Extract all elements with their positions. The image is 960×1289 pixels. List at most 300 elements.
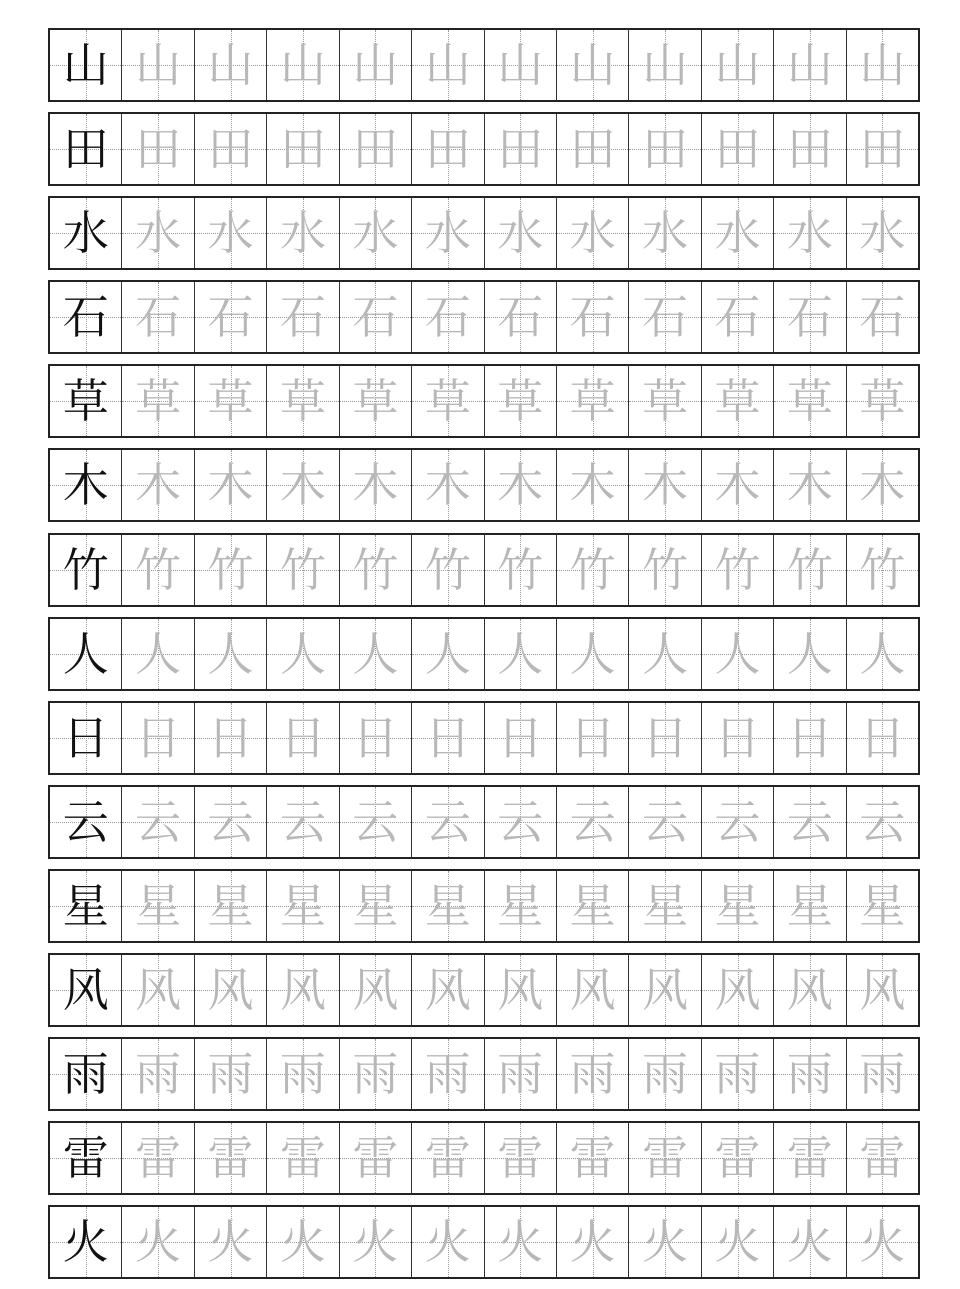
trace-character: 石 — [497, 290, 544, 345]
trace-character-cell[interactable] — [847, 30, 918, 100]
trace-character: 水 — [207, 206, 254, 261]
model-character-cell — [50, 871, 122, 941]
model-character-cell — [50, 198, 122, 268]
trace-character-cell[interactable] — [702, 1039, 774, 1109]
trace-character-cell[interactable] — [485, 1123, 557, 1193]
trace-character: 山 — [352, 38, 399, 92]
model-character: 木 — [62, 458, 109, 513]
trace-character: 石 — [424, 290, 471, 345]
trace-character-cell[interactable] — [267, 198, 339, 268]
practice-row — [48, 280, 920, 354]
trace-character-cell[interactable] — [557, 871, 629, 941]
trace-character: 水 — [497, 206, 544, 261]
trace-character: 雨 — [352, 1047, 399, 1102]
trace-character-cell[interactable] — [340, 450, 412, 520]
trace-character-cell[interactable] — [774, 450, 846, 520]
trace-character: 竹 — [207, 542, 254, 597]
trace-character-cell[interactable] — [629, 1039, 701, 1109]
trace-character-cell[interactable] — [267, 1039, 339, 1109]
trace-character-cell[interactable] — [267, 282, 339, 352]
trace-character-cell[interactable] — [847, 282, 918, 352]
trace-character-cell[interactable] — [557, 703, 629, 773]
model-character: 山 — [62, 38, 109, 92]
trace-character: 田 — [279, 122, 326, 177]
trace-character-cell[interactable] — [485, 619, 557, 689]
trace-character: 云 — [352, 794, 399, 849]
trace-character-cell[interactable] — [195, 450, 267, 520]
trace-character: 竹 — [569, 542, 616, 597]
trace-character: 山 — [786, 38, 833, 92]
trace-character: 云 — [714, 794, 761, 849]
trace-character-cell[interactable] — [702, 1207, 774, 1277]
trace-character-cell[interactable] — [195, 1123, 267, 1193]
trace-character-cell[interactable] — [557, 282, 629, 352]
trace-character: 火 — [786, 1215, 833, 1270]
trace-character-cell[interactable] — [774, 703, 846, 773]
trace-character: 石 — [569, 290, 616, 345]
trace-character-cell[interactable] — [195, 1207, 267, 1277]
trace-character-cell[interactable] — [122, 1207, 194, 1277]
trace-character-cell[interactable] — [267, 955, 339, 1025]
trace-character-cell[interactable] — [122, 282, 194, 352]
trace-character: 山 — [207, 38, 254, 92]
trace-character-cell[interactable] — [195, 703, 267, 773]
trace-character: 山 — [135, 38, 182, 92]
trace-character-cell[interactable] — [847, 619, 918, 689]
trace-character: 草 — [569, 374, 616, 429]
trace-character-cell[interactable] — [267, 366, 339, 436]
trace-character-cell[interactable] — [412, 198, 484, 268]
trace-character-cell[interactable] — [340, 871, 412, 941]
trace-character-cell[interactable] — [774, 366, 846, 436]
trace-character-cell[interactable] — [195, 1039, 267, 1109]
trace-character-cell[interactable] — [267, 703, 339, 773]
trace-character-cell[interactable] — [847, 198, 918, 268]
trace-character-cell[interactable] — [412, 1039, 484, 1109]
practice-row — [48, 112, 920, 186]
trace-character: 火 — [279, 1215, 326, 1270]
model-character-cell — [50, 114, 122, 184]
trace-character: 日 — [279, 710, 326, 765]
model-character: 日 — [62, 710, 109, 765]
model-character: 水 — [62, 206, 109, 261]
model-character: 田 — [62, 122, 109, 177]
trace-character-cell[interactable] — [412, 619, 484, 689]
trace-character-cell[interactable] — [557, 1207, 629, 1277]
trace-character-cell[interactable] — [122, 30, 194, 100]
trace-character-cell[interactable] — [267, 30, 339, 100]
trace-character-cell[interactable] — [412, 535, 484, 605]
trace-character-cell[interactable] — [557, 1123, 629, 1193]
trace-character: 日 — [352, 710, 399, 765]
trace-character-cell[interactable] — [702, 366, 774, 436]
practice-row — [48, 364, 920, 438]
trace-character-cell[interactable] — [557, 366, 629, 436]
trace-character: 风 — [642, 963, 689, 1018]
trace-character: 火 — [714, 1215, 761, 1270]
model-character: 人 — [62, 626, 109, 681]
trace-character-cell[interactable] — [195, 30, 267, 100]
trace-character-cell[interactable] — [340, 703, 412, 773]
trace-character-cell[interactable] — [702, 198, 774, 268]
trace-character: 山 — [424, 38, 471, 92]
trace-character: 雷 — [714, 1131, 761, 1186]
trace-character: 人 — [424, 626, 471, 681]
trace-character: 雨 — [135, 1047, 182, 1102]
trace-character: 风 — [135, 963, 182, 1018]
trace-character: 星 — [279, 878, 326, 933]
practice-row — [48, 1121, 920, 1195]
trace-character-cell[interactable] — [340, 114, 412, 184]
trace-character-cell[interactable] — [629, 114, 701, 184]
model-character: 草 — [62, 374, 109, 429]
trace-character: 风 — [497, 963, 544, 1018]
trace-character-cell[interactable] — [774, 1039, 846, 1109]
trace-character: 云 — [497, 794, 544, 849]
trace-character-cell[interactable] — [774, 619, 846, 689]
trace-character: 竹 — [786, 542, 833, 597]
trace-character-cell[interactable] — [195, 535, 267, 605]
model-character: 风 — [62, 963, 109, 1018]
trace-character: 竹 — [424, 542, 471, 597]
trace-character: 风 — [207, 963, 254, 1018]
trace-character-cell[interactable] — [412, 30, 484, 100]
trace-character-cell[interactable] — [195, 366, 267, 436]
trace-character: 田 — [786, 122, 833, 177]
trace-character: 云 — [859, 794, 906, 849]
trace-character-cell[interactable] — [774, 955, 846, 1025]
trace-character-cell[interactable] — [485, 198, 557, 268]
trace-character-cell[interactable] — [267, 1123, 339, 1193]
practice-row — [48, 28, 920, 102]
trace-character-cell[interactable] — [412, 1207, 484, 1277]
trace-character-cell[interactable] — [557, 450, 629, 520]
trace-character: 石 — [207, 290, 254, 345]
trace-character-cell[interactable] — [702, 114, 774, 184]
trace-character: 木 — [207, 458, 254, 513]
practice-sheet — [48, 28, 920, 1289]
trace-character-cell[interactable] — [485, 114, 557, 184]
trace-character-cell[interactable] — [847, 450, 918, 520]
practice-row — [48, 617, 920, 691]
trace-character-cell[interactable] — [629, 1207, 701, 1277]
trace-character-cell[interactable] — [412, 955, 484, 1025]
trace-character-cell[interactable] — [340, 619, 412, 689]
trace-character: 草 — [207, 374, 254, 429]
trace-character-cell[interactable] — [629, 30, 701, 100]
model-character: 石 — [62, 290, 109, 345]
trace-character-cell[interactable] — [122, 1039, 194, 1109]
trace-character-cell[interactable] — [702, 450, 774, 520]
trace-character-cell[interactable] — [485, 955, 557, 1025]
trace-character: 云 — [424, 794, 471, 849]
trace-character-cell[interactable] — [340, 1207, 412, 1277]
trace-character-cell[interactable] — [122, 450, 194, 520]
trace-character-cell[interactable] — [702, 703, 774, 773]
trace-character-cell[interactable] — [267, 535, 339, 605]
model-character-cell — [50, 619, 122, 689]
trace-character-cell[interactable] — [774, 114, 846, 184]
trace-character: 雷 — [497, 1131, 544, 1186]
trace-character-cell[interactable] — [629, 703, 701, 773]
trace-character: 木 — [424, 458, 471, 513]
trace-character-cell[interactable] — [122, 535, 194, 605]
trace-character-cell[interactable] — [629, 198, 701, 268]
trace-character: 草 — [859, 374, 906, 429]
trace-character-cell[interactable] — [195, 871, 267, 941]
trace-character: 竹 — [642, 542, 689, 597]
practice-row — [48, 1037, 920, 1111]
trace-character-cell[interactable] — [340, 1123, 412, 1193]
trace-character: 田 — [569, 122, 616, 177]
trace-character: 木 — [786, 458, 833, 513]
trace-character-cell[interactable] — [267, 114, 339, 184]
trace-character: 风 — [569, 963, 616, 1018]
trace-character: 风 — [786, 963, 833, 1018]
trace-character: 人 — [569, 626, 616, 681]
trace-character-cell[interactable] — [847, 955, 918, 1025]
trace-character-cell[interactable] — [485, 450, 557, 520]
model-character-cell — [50, 955, 122, 1025]
trace-character: 木 — [569, 458, 616, 513]
trace-character-cell[interactable] — [122, 787, 194, 857]
trace-character-cell[interactable] — [485, 30, 557, 100]
trace-character: 火 — [135, 1215, 182, 1270]
trace-character-cell[interactable] — [195, 114, 267, 184]
trace-character-cell[interactable] — [267, 787, 339, 857]
trace-character-cell[interactable] — [702, 30, 774, 100]
trace-character-cell[interactable] — [122, 114, 194, 184]
trace-character: 石 — [642, 290, 689, 345]
trace-character: 田 — [352, 122, 399, 177]
model-character: 火 — [62, 1215, 109, 1270]
trace-character: 水 — [859, 206, 906, 261]
trace-character: 水 — [714, 206, 761, 261]
trace-character-cell[interactable] — [702, 871, 774, 941]
trace-character: 木 — [642, 458, 689, 513]
trace-character: 草 — [497, 374, 544, 429]
trace-character: 水 — [786, 206, 833, 261]
trace-character-cell[interactable] — [485, 1207, 557, 1277]
trace-character-cell[interactable] — [412, 114, 484, 184]
trace-character: 草 — [424, 374, 471, 429]
trace-character-cell[interactable] — [485, 1039, 557, 1109]
trace-character: 日 — [135, 710, 182, 765]
trace-character: 星 — [497, 878, 544, 933]
trace-character-cell[interactable] — [340, 787, 412, 857]
trace-character-cell[interactable] — [702, 1123, 774, 1193]
trace-character-cell[interactable] — [702, 535, 774, 605]
trace-character: 山 — [859, 38, 906, 92]
trace-character-cell[interactable] — [412, 1123, 484, 1193]
trace-character: 草 — [135, 374, 182, 429]
trace-character-cell[interactable] — [847, 787, 918, 857]
trace-character: 火 — [497, 1215, 544, 1270]
trace-character-cell[interactable] — [267, 450, 339, 520]
trace-character-cell[interactable] — [195, 282, 267, 352]
trace-character-cell[interactable] — [847, 1123, 918, 1193]
trace-character: 草 — [714, 374, 761, 429]
trace-character-cell[interactable] — [412, 366, 484, 436]
trace-character: 田 — [207, 122, 254, 177]
trace-character: 星 — [135, 878, 182, 933]
trace-character: 雨 — [714, 1047, 761, 1102]
trace-character-cell[interactable] — [267, 871, 339, 941]
trace-character-cell[interactable] — [485, 535, 557, 605]
practice-row — [48, 953, 920, 1027]
trace-character: 火 — [642, 1215, 689, 1270]
trace-character-cell[interactable] — [629, 787, 701, 857]
trace-character-cell[interactable] — [847, 535, 918, 605]
trace-character-cell[interactable] — [485, 871, 557, 941]
trace-character: 竹 — [714, 542, 761, 597]
trace-character-cell[interactable] — [702, 282, 774, 352]
trace-character-cell[interactable] — [122, 198, 194, 268]
trace-character-cell[interactable] — [629, 450, 701, 520]
trace-character-cell[interactable] — [340, 282, 412, 352]
trace-character-cell[interactable] — [774, 1207, 846, 1277]
trace-character: 木 — [279, 458, 326, 513]
trace-character-cell[interactable] — [122, 703, 194, 773]
trace-character-cell[interactable] — [774, 1123, 846, 1193]
trace-character: 水 — [642, 206, 689, 261]
trace-character-cell[interactable] — [847, 871, 918, 941]
trace-character-cell[interactable] — [629, 1123, 701, 1193]
trace-character-cell[interactable] — [557, 30, 629, 100]
trace-character-cell[interactable] — [774, 198, 846, 268]
trace-character-cell[interactable] — [195, 955, 267, 1025]
trace-character: 石 — [135, 290, 182, 345]
trace-character: 竹 — [135, 542, 182, 597]
practice-row — [48, 196, 920, 270]
trace-character: 人 — [714, 626, 761, 681]
trace-character-cell[interactable] — [847, 114, 918, 184]
trace-character: 水 — [569, 206, 616, 261]
model-character-cell — [50, 1039, 122, 1109]
model-character: 云 — [62, 794, 109, 849]
trace-character-cell[interactable] — [267, 619, 339, 689]
trace-character-cell[interactable] — [557, 1039, 629, 1109]
trace-character: 木 — [497, 458, 544, 513]
trace-character: 人 — [279, 626, 326, 681]
trace-character-cell[interactable] — [702, 787, 774, 857]
trace-character-cell[interactable] — [412, 871, 484, 941]
trace-character-cell[interactable] — [195, 787, 267, 857]
trace-character-cell[interactable] — [485, 703, 557, 773]
trace-character: 山 — [497, 38, 544, 92]
trace-character: 雨 — [786, 1047, 833, 1102]
trace-character: 田 — [859, 122, 906, 177]
trace-character: 星 — [352, 878, 399, 933]
trace-character: 雷 — [859, 1131, 906, 1186]
trace-character-cell[interactable] — [629, 366, 701, 436]
trace-character-cell[interactable] — [557, 619, 629, 689]
model-character-cell — [50, 30, 122, 100]
trace-character-cell[interactable] — [774, 535, 846, 605]
trace-character: 人 — [352, 626, 399, 681]
trace-character-cell[interactable] — [847, 1039, 918, 1109]
trace-character-cell[interactable] — [774, 30, 846, 100]
trace-character-cell[interactable] — [557, 955, 629, 1025]
trace-character-cell[interactable] — [557, 535, 629, 605]
trace-character-cell[interactable] — [412, 450, 484, 520]
trace-character: 竹 — [859, 542, 906, 597]
trace-character-cell[interactable] — [485, 282, 557, 352]
trace-character: 水 — [279, 206, 326, 261]
trace-character-cell[interactable] — [122, 366, 194, 436]
trace-character-cell[interactable] — [847, 1207, 918, 1277]
trace-character-cell[interactable] — [557, 114, 629, 184]
trace-character: 石 — [714, 290, 761, 345]
trace-character-cell[interactable] — [774, 282, 846, 352]
trace-character-cell[interactable] — [122, 619, 194, 689]
trace-character-cell[interactable] — [122, 1123, 194, 1193]
trace-character: 日 — [207, 710, 254, 765]
trace-character: 雨 — [642, 1047, 689, 1102]
model-character-cell — [50, 450, 122, 520]
trace-character-cell[interactable] — [847, 703, 918, 773]
trace-character: 雨 — [424, 1047, 471, 1102]
trace-character-cell[interactable] — [340, 198, 412, 268]
trace-character-cell[interactable] — [340, 366, 412, 436]
trace-character-cell[interactable] — [629, 871, 701, 941]
trace-character-cell[interactable] — [485, 787, 557, 857]
trace-character-cell[interactable] — [557, 787, 629, 857]
model-character-cell — [50, 535, 122, 605]
trace-character-cell[interactable] — [340, 535, 412, 605]
model-character: 雨 — [62, 1047, 109, 1102]
trace-character-cell[interactable] — [702, 619, 774, 689]
trace-character-cell[interactable] — [629, 535, 701, 605]
trace-character-cell[interactable] — [122, 955, 194, 1025]
trace-character-cell[interactable] — [412, 282, 484, 352]
trace-character-cell[interactable] — [122, 871, 194, 941]
trace-character-cell[interactable] — [412, 703, 484, 773]
trace-character-cell[interactable] — [412, 787, 484, 857]
trace-character: 山 — [279, 38, 326, 92]
trace-character-cell[interactable] — [267, 1207, 339, 1277]
trace-character-cell[interactable] — [702, 955, 774, 1025]
trace-character-cell[interactable] — [629, 282, 701, 352]
practice-row — [48, 701, 920, 775]
trace-character: 火 — [207, 1215, 254, 1270]
trace-character-cell[interactable] — [340, 1039, 412, 1109]
trace-character: 木 — [714, 458, 761, 513]
trace-character: 雨 — [279, 1047, 326, 1102]
trace-character-cell[interactable] — [195, 198, 267, 268]
trace-character-cell[interactable] — [485, 366, 557, 436]
trace-character-cell[interactable] — [340, 30, 412, 100]
practice-row — [48, 785, 920, 859]
trace-character-cell[interactable] — [340, 955, 412, 1025]
trace-character: 雷 — [207, 1131, 254, 1186]
trace-character-cell[interactable] — [847, 366, 918, 436]
trace-character: 星 — [714, 878, 761, 933]
trace-character: 风 — [714, 963, 761, 1018]
trace-character-cell[interactable] — [629, 955, 701, 1025]
trace-character-cell[interactable] — [557, 198, 629, 268]
practice-row — [48, 448, 920, 522]
model-character: 星 — [62, 878, 109, 933]
trace-character: 雷 — [569, 1131, 616, 1186]
trace-character-cell[interactable] — [195, 619, 267, 689]
trace-character-cell[interactable] — [629, 619, 701, 689]
practice-row — [48, 869, 920, 943]
trace-character-cell[interactable] — [774, 787, 846, 857]
trace-character: 雨 — [859, 1047, 906, 1102]
trace-character-cell[interactable] — [774, 871, 846, 941]
trace-character: 风 — [859, 963, 906, 1018]
